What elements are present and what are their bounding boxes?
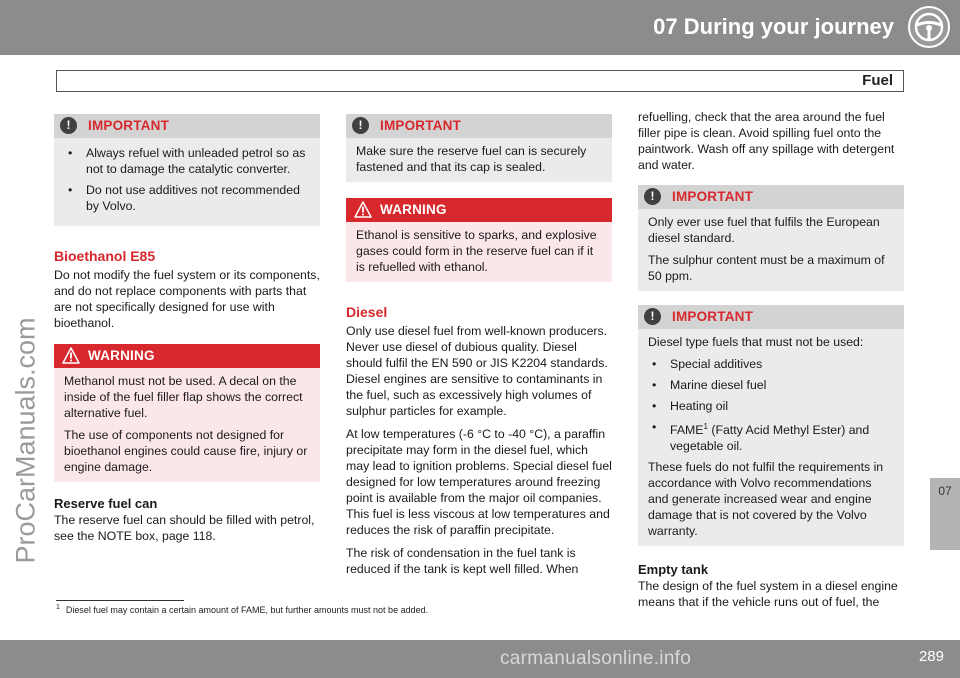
warning-triangle-icon — [62, 347, 80, 364]
list-item: • Heating oil — [648, 398, 894, 414]
empty-tank-heading: Empty tank — [638, 562, 709, 578]
side-tab-label: 07 — [938, 484, 952, 498]
footnote — [56, 604, 428, 615]
important-list — [64, 145, 310, 214]
column-1 — [54, 114, 320, 551]
footnote-divider — [56, 600, 184, 601]
important-box-body — [638, 329, 904, 546]
list-item: • Marine diesel fuel — [648, 377, 894, 393]
important-box-header — [638, 305, 904, 329]
exclamation-circle-icon: ! — [644, 188, 661, 205]
warning-box-header — [54, 344, 320, 368]
chapter-title: 07 During your journey — [653, 14, 894, 39]
refuelling-text: refuelling, check that the area around the fuel filler pipe is clean. Avoid spilling fuel onto the paintwork. Wash off any spillage with detergent and water. — [638, 110, 895, 172]
column-2 — [346, 114, 612, 584]
warning-box-body — [346, 222, 612, 282]
footer-bar — [0, 640, 960, 678]
important-intro: Diesel type fuels that must not be used: — [648, 335, 864, 349]
warning-box — [54, 344, 320, 482]
reserve-fuel-heading: Reserve fuel can — [54, 496, 158, 511]
important-box — [346, 114, 612, 182]
diesel-heading: Diesel — [346, 304, 388, 320]
footnote-number: 1 — [56, 604, 60, 611]
watermark-left — [6, 225, 46, 645]
steering-wheel-icon — [908, 6, 950, 48]
important-text-2: The sulphur content must be a maximum of 50 ppm. — [648, 253, 885, 283]
diesel-paragraph-3: The risk of condensation in the fuel tank is reduced if the tank is kept well filled. When — [346, 546, 579, 576]
important-box-header — [638, 185, 904, 209]
warning-text-2: The use of components not designed for bioethanol engines could cause fire, injury or engine damage. — [64, 428, 308, 474]
important-box-title: IMPORTANT — [672, 189, 754, 204]
page-number: 289 — [918, 648, 944, 665]
diesel-paragraph-2: At low temperatures (-6 °C to -40 °C), a paraffin precipitate may form in the diesel fuel, which may lead to ignition problems. Special diesel fuel designed for low temperatures around freezing point is available from the major oil companies. This fuel is less viscous at low temperatures and reduces the risk of paraffin precipitate. — [346, 427, 612, 537]
warning-box-body — [54, 368, 320, 482]
warning-box-title: WARNING — [380, 202, 447, 217]
column-3 — [638, 109, 904, 617]
list-item: • Do not use additives not recommended by Volvo. — [64, 182, 310, 214]
section-title: Fuel — [862, 72, 893, 89]
fame-label: FAME — [670, 423, 704, 438]
list-item: • Always refuel with unleaded petrol so as not to damage the catalytic converter. — [64, 145, 310, 177]
important-text: Make sure the reserve fuel can is securely fastened and that its cap is sealed. — [356, 144, 587, 174]
important-box-header — [346, 114, 612, 138]
important-text-1: Only ever use fuel that fulfils the European diesel standard. — [648, 215, 880, 245]
exclamation-circle-icon: ! — [644, 308, 661, 325]
banned-fuels-list — [648, 356, 894, 454]
warning-triangle-icon — [354, 201, 372, 218]
important-box-title: IMPORTANT — [672, 309, 754, 324]
important-box-body — [54, 138, 320, 226]
warning-text-1: Methanol must not be used. A decal on the inside of the fuel filler flap shows the correct alternative fuel. — [64, 374, 303, 420]
important-box — [638, 305, 904, 546]
header-bar — [0, 0, 960, 55]
footnote-text: Diesel fuel may contain a certain amount of FAME, but further amounts must not be added. — [65, 605, 429, 615]
exclamation-circle-icon: ! — [60, 117, 77, 134]
warning-box-header — [346, 198, 612, 222]
reserve-fuel-text: The reserve fuel can should be filled with petrol, see the NOTE box, page 118. — [54, 513, 315, 543]
fame-description: (Fatty Acid Methyl Ester) and vegetable oil. — [670, 423, 870, 454]
footnote-marker: 1 — [703, 422, 708, 431]
section-header — [56, 70, 904, 92]
important-box-body — [346, 138, 612, 182]
watermark-bottom: carmanualsonline.info — [500, 648, 692, 669]
warning-text: Ethanol is sensitive to sparks, and explosive gases could form in the reserve fuel can if it is refuelled with ethanol. — [356, 228, 597, 274]
bioethanol-text: Do not modify the fuel system or its components, and do not replace components with parts that are not specifically designed for use with bioethanol. — [54, 268, 320, 330]
diesel-paragraph-1: Only use diesel fuel from well-known producers. Never use diesel of dubious quality. Diesel should fulfil the EN 590 or JIS K2204 standards. Diesel engines are sensitive to contaminants in the fuel, such as excessively high volumes of sulphur particles for example. — [346, 324, 608, 418]
warning-box — [346, 198, 612, 282]
list-item — [648, 419, 894, 454]
empty-tank-text: The design of the fuel system in a diesel engine means that if the vehicle runs out of fuel, the — [638, 579, 898, 610]
exclamation-circle-icon: ! — [352, 117, 369, 134]
important-box — [54, 114, 320, 226]
important-box-header — [54, 114, 320, 138]
important-box-title: IMPORTANT — [88, 118, 170, 133]
important-box-title: IMPORTANT — [380, 118, 462, 133]
watermark-left-text: ProCarManuals.com — [10, 317, 41, 564]
chapter-side-tab — [930, 478, 960, 550]
list-item: • Special additives — [648, 356, 894, 372]
important-outro: These fuels do not fulfil the requirements in accordance with Volvo recommendations and generate increased wear and engine damage that is not covered by the Volvo warranty. — [648, 460, 884, 539]
important-box — [638, 185, 904, 291]
important-box-body — [638, 209, 904, 291]
bioethanol-heading: Bioethanol E85 — [54, 248, 156, 264]
warning-box-title: WARNING — [88, 348, 155, 363]
